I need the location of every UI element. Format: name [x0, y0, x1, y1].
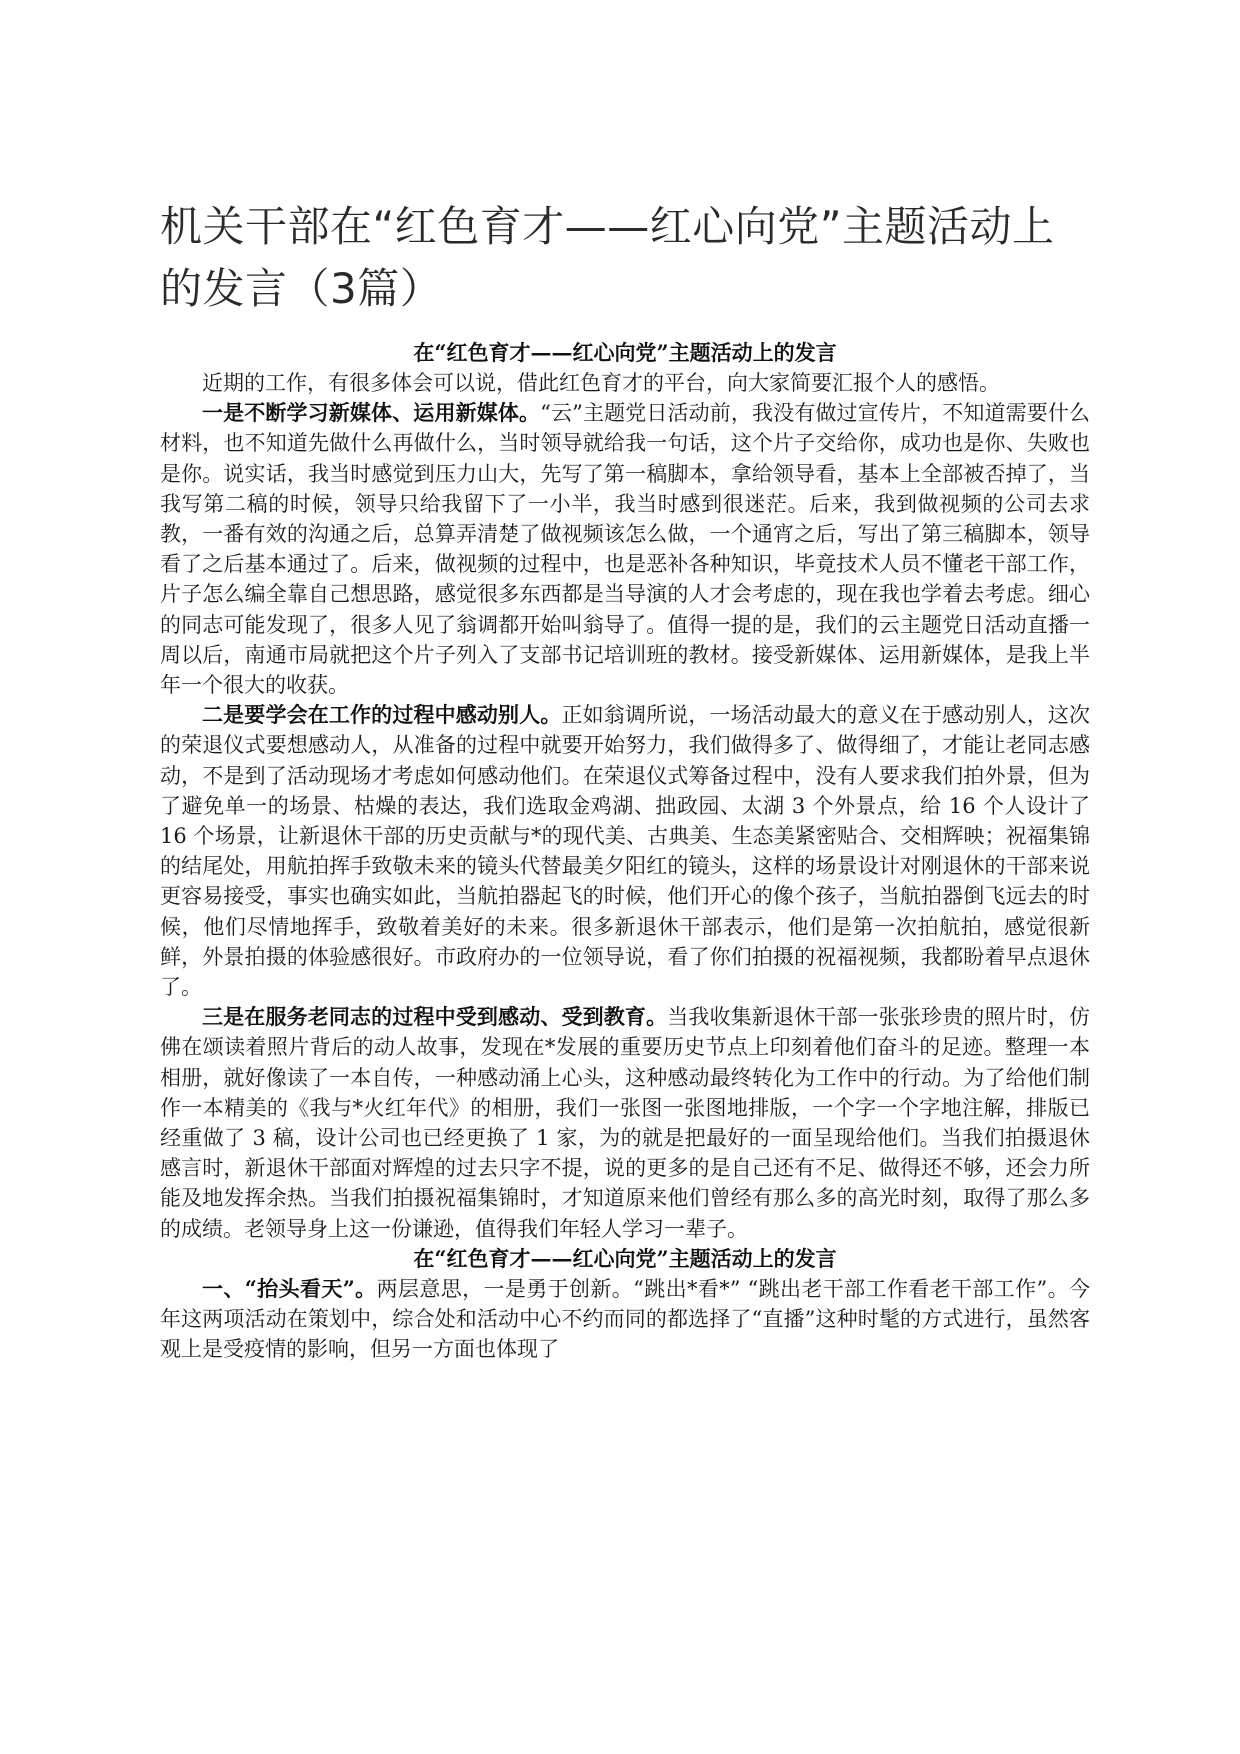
document-title: 机关干部在“红色育才——红心向党”主题活动上的发言（3篇） [160, 202, 1055, 313]
document-page [160, 196, 1090, 1365]
point-lead: 三是在服务老同志的过程中受到感动、受到教育。 [202, 1004, 668, 1030]
point-paragraph [160, 1002, 1090, 1244]
point-lead: 二是要学会在工作的过程中感动别人。 [202, 702, 562, 728]
point-text: “云”主题党日活动前，我没有做过宣传片，不知道需要什么材料，也不知道先做什么再做什么，当时领导就给我一句话，这个片子交给你，成功也是你、失败也是你。说实话，我当时感觉到压力山大，先写了第一稿脚本，拿给领导看，基本上全部被否掉了，当我写第二稿的时候，领导只给我留下了一小半，我当时感到很迷茫。后来，我到做视频的公司去求教，一番有效的沟通之后，总算弄清楚了做视频该怎么做，一个通宵之后，写出了第三稿脚本，领导看了之后基本通过了。后来，做视频的过程中，也是恶补各种知识，毕竟技术人员不懂老干部工作，片子怎么编全靠自己想思路，感觉很多东西都是当导演的人才会考虑的，现在我也学着去考虑。细心的同志可能发现了，很多人见了翁调都开始叫翁导了。值得一提的是，我们的云主题党日活动直播一周以后，南通市局就把这个片子列入了支部书记培训班的教材。接受新媒体、运用新媒体，是我上半年一个很大的收获。 [160, 401, 1090, 698]
speech-section-2 [160, 1244, 1090, 1365]
point-text: 正如翁调所说，一场活动最大的意义在于感动别人，这次的荣退仪式要想感动人，从准备的过程中就要开始努力，我们做得多了、做得细了，才能让老同志感动，不是到了活动现场才考虑如何感动他们。在荣退仪式筹备过程中，没有人要求我们拍外景，但为了避免单一的场景、枯燥的表达，我们选取金鸡湖、拙政园、太湖 3 个外景点，给 16 个人设计了 16 个场景，让新退休干部的历史贡献与*的现代美、古典美、生态美紧密贴合、交相辉映；祝福集锦的结尾处，用航拍挥手致敬未来的镜头代替最美夕阳红的镜头，这样的场景设计对刚退休的干部来说更容易接受，事实也确实如此，当航拍器起飞的时候，他们开心的像个孩子，当航拍器倒飞远去的时候，他们尽情地挥手，致敬着美好的未来。很多新退休干部表示，他们是第一次拍航拍，感觉很新鲜，外景拍摄的体验感很好。市政府办的一位领导说，看了你们拍摄的祝福视频，我都盼着早点退休了。 [160, 703, 1091, 1000]
point-lead: 一、“抬头看天”。 [202, 1275, 377, 1301]
point-text: 当我收集新退休干部一张张珍贵的照片时，仿佛在颂读着照片背后的动人故事，发现在*发展的重要历史节点上印刻着他们奋斗的足迹。整理一本相册，就好像读了一本自传，一种感动涌上心头，这种感动最终转化为工作中的行动。为了给他们制作一本精美的《我与*火红年代》的相册，我们一张图一张图地排版，一个字一个字地注解，排版已经重做了 3 稿，设计公司也已经更换了 1 家，为的就是把最好的一面呈现给他们。当我们拍摄退休感言时，新退休干部面对辉煌的过去只字不提，说的更多的是自己还有不足、做得还不够，还会力所能及地发挥余热。当我们拍摄祝福集锦时，才知道原来他们曾经有那么多的高光时刻，取得了那么多的成绩。老领导身上这一份谦逊，值得我们年轻人学习一辈子。 [160, 1005, 1090, 1241]
point-paragraph [160, 398, 1090, 700]
point-lead: 一是不断学习新媒体、运用新媒体。 [202, 400, 541, 426]
point-paragraph [160, 1274, 1090, 1365]
intro-paragraph: 近期的工作，有很多体会可以说，借此红色育才的平台，向大家简要汇报个人的感悟。 [202, 371, 1000, 395]
section-heading: 在“红色育才——红心向党”主题活动上的发言 [413, 1245, 837, 1271]
point-text: 两层意思，一是勇于创新。“跳出*看*” “跳出老干部工作看老干部工作”。今年这两项活动在策划中，综合处和活动中心不约而同的都选择了“直播”这种时髦的方式进行，虽然客观上是受疫情的影响，但另一方面也体现了 [160, 1276, 1090, 1362]
section-heading: 在“红色育才——红心向党”主题活动上的发言 [413, 340, 837, 365]
point-paragraph [160, 700, 1090, 1002]
speech-section-1 [160, 338, 1090, 1244]
